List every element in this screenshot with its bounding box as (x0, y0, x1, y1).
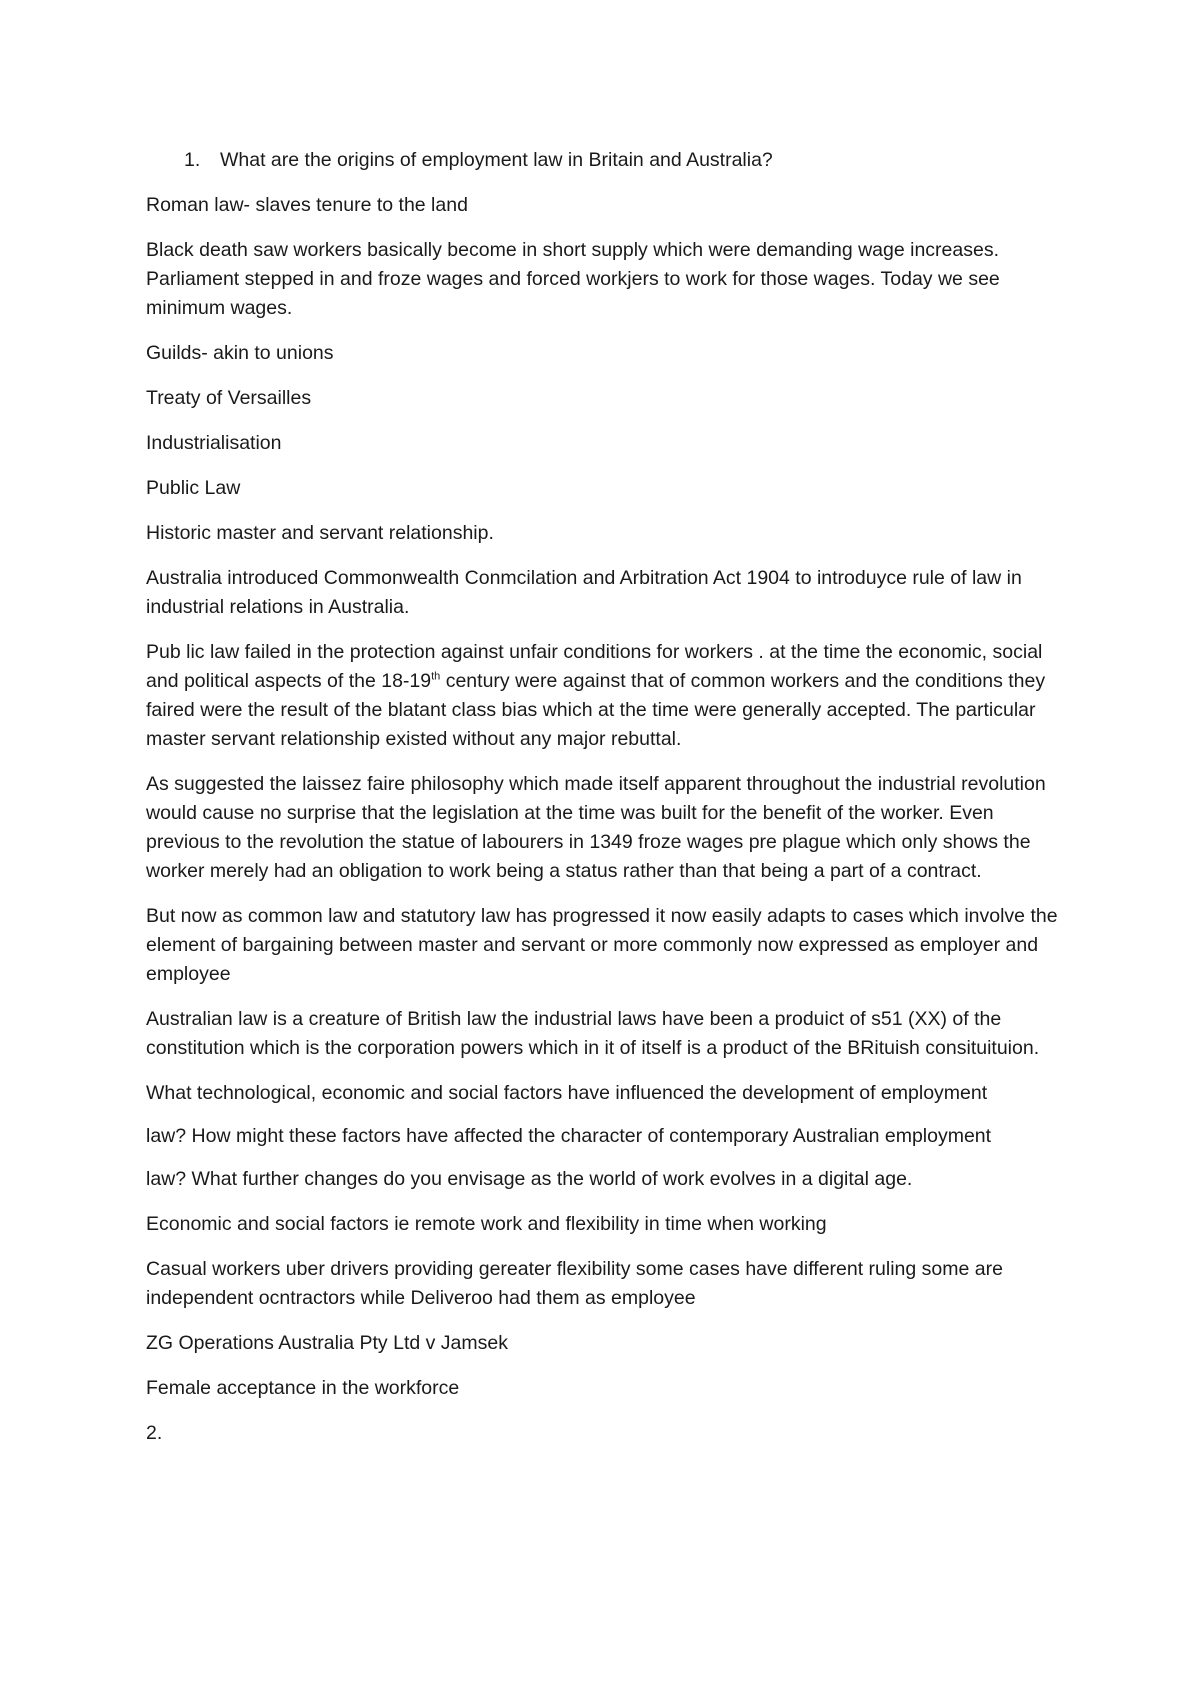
question-1 (146, 146, 1064, 175)
paragraph-australian-law: Australian law is a creature of British law the industrial laws have been a produict of s51 (XX) of the constitution which is the corporation powers which in it of itself is a product of the BRituish consituituion. (146, 1008, 1040, 1059)
paragraph-public-law-failed-part-b: century were against that of common workers and the conditions they faired were the result of the blatant class bias which at the time were generally accepted. The particular master servant relationship existed without any major rebuttal. (146, 670, 1046, 750)
document-body (146, 146, 1064, 1464)
paragraph-public-law-failed-part-a: Pub lic law failed in the protection against unfair conditions for workers . at the time the economic, social and political aspects of the 18-19 (146, 641, 1043, 692)
paragraph-guilds: Guilds- akin to unions (146, 342, 334, 364)
superscript-th: th (431, 670, 441, 683)
paragraph-public-law-failed (146, 638, 1064, 754)
question-2-line-1: What technological, economic and social factors have influenced the development of employment (146, 1082, 988, 1104)
question-1-text: What are the origins of employment law in Britain and Australia? (220, 149, 773, 171)
paragraph-treaty: Treaty of Versailles (146, 387, 312, 409)
question-2-line-3: law? What further changes do you envisage as the world of work evolves in a digital age. (146, 1168, 913, 1190)
question-2-number: 2. (146, 1422, 163, 1444)
question-2-line-2: law? How might these factors have affected the character of contemporary Australian employment (146, 1125, 992, 1147)
paragraph-economic-social: Economic and social factors ie remote work and flexibility in time when working (146, 1213, 827, 1235)
paragraph-industrialisation: Industrialisation (146, 432, 282, 454)
paragraph-case-name: ZG Operations Australia Pty Ltd v Jamsek (146, 1332, 508, 1354)
paragraph-black-death: Black death saw workers basically become in short supply which were demanding wage increases. Parliament stepped in and froze wages and forced workjers to work for those wages. Today we see minimum wages. (146, 239, 1000, 319)
paragraph-master-servant: Historic master and servant relationship. (146, 522, 494, 544)
paragraph-common-law: But now as common law and statutory law has progressed it now easily adapts to cases which involve the element of bargaining between master and servant or more commonly now expressed as employer and employee (146, 905, 1058, 985)
paragraph-casual-workers: Casual workers uber drivers providing gereater flexibility some cases have different ruling some are independent ocntractors while Deliveroo had them as employee (146, 1258, 1003, 1309)
paragraph-public-law: Public Law (146, 477, 241, 499)
paragraph-female-acceptance: Female acceptance in the workforce (146, 1377, 460, 1399)
paragraph-roman-law: Roman law- slaves tenure to the land (146, 194, 468, 216)
paragraph-commonwealth-act: Australia introduced Commonwealth Conmcilation and Arbitration Act 1904 to introduyce rule of law in industrial relations in Australia. (146, 567, 1022, 618)
paragraph-laissez-faire: As suggested the laissez faire philosophy which made itself apparent throughout the industrial revolution would cause no surprise that the legislation at the time was built for the benefit of the worker. Even previous to the revolution the statue of labourers in 1349 froze wages pre plague which only shows the worker merely had an obligation to work being a status rather than that being a part of a contract. (146, 773, 1046, 882)
question-1-number: 1. (184, 149, 201, 171)
